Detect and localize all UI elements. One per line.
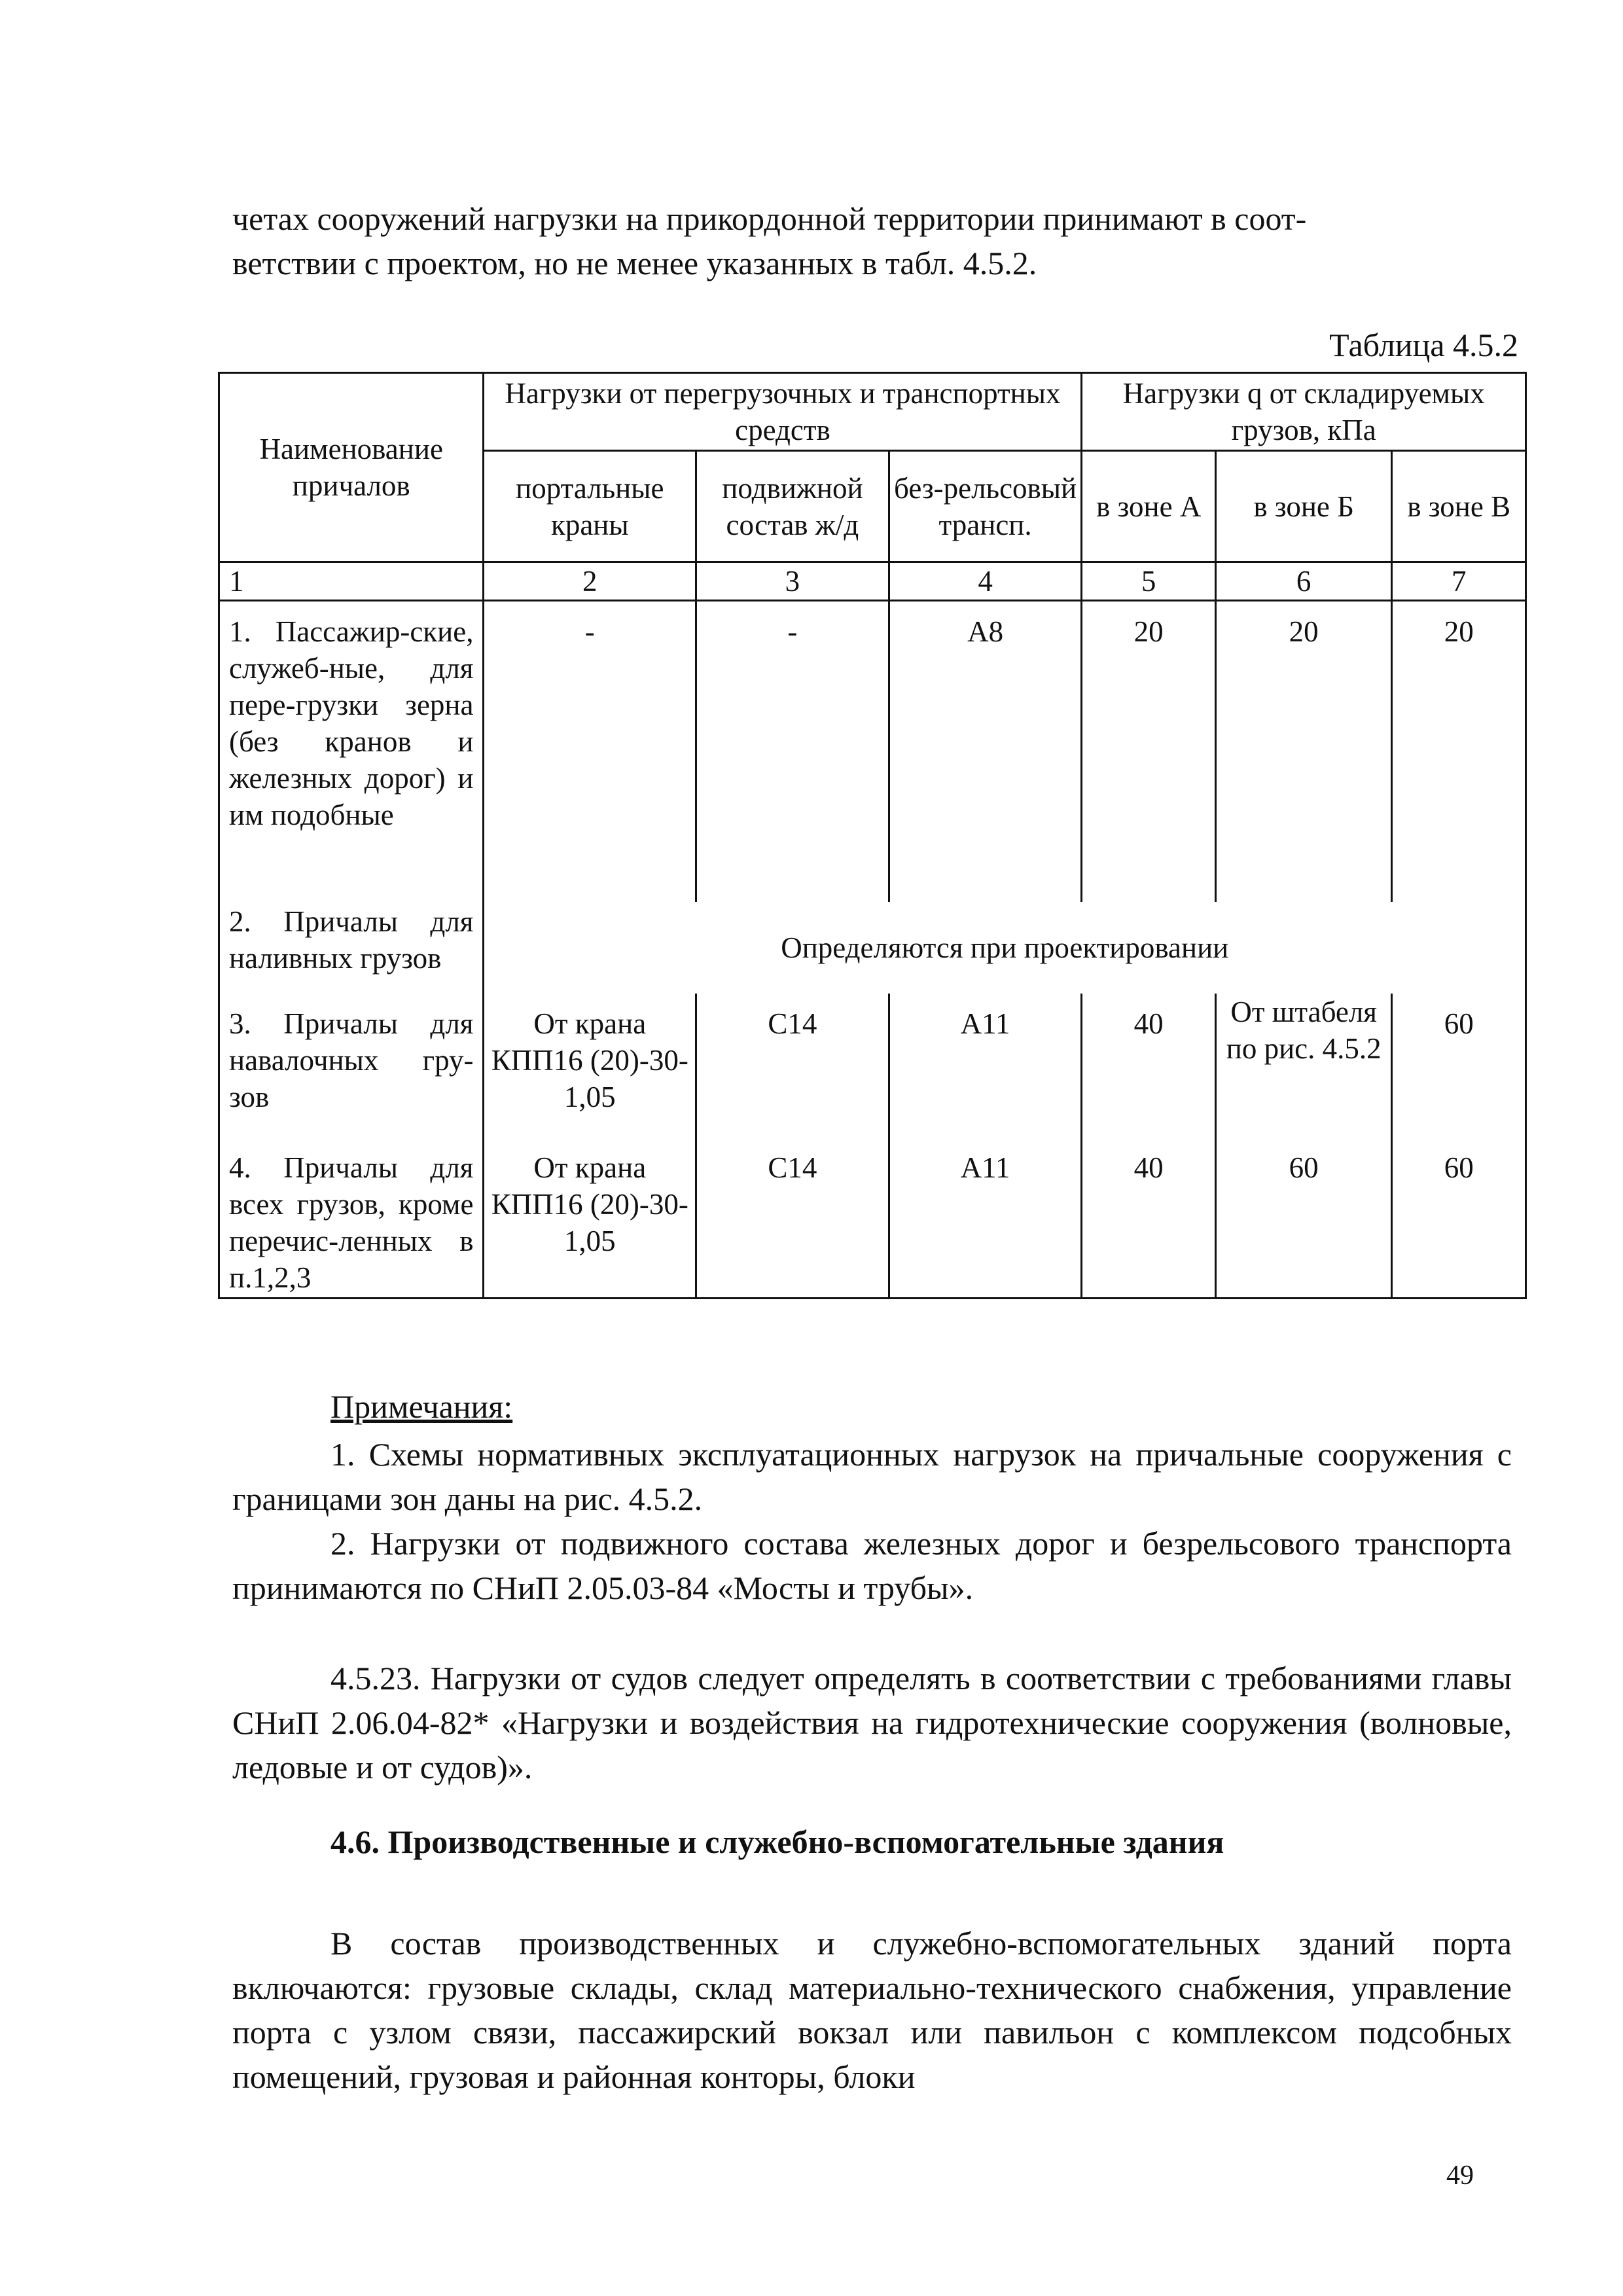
column-numbers-row: [219, 562, 1526, 601]
cell-zone-b: 60: [1215, 1144, 1392, 1299]
header-group-storage: Нагрузки q от складируемых грузов, кПа: [1082, 373, 1526, 451]
table-row: [219, 994, 1526, 1144]
row-name: 2. Причалы для наливных грузов: [219, 902, 484, 994]
table-caption: Таблица 4.5.2: [1329, 327, 1518, 363]
cell-zone-a: 40: [1082, 994, 1216, 1144]
cell-trackless: А11: [889, 994, 1082, 1144]
header-zone-v: в зоне В: [1392, 451, 1526, 562]
header-rolling-stock: подвижной состав ж/д: [696, 451, 889, 562]
column-number: 7: [1392, 562, 1526, 601]
table-row: [219, 1144, 1526, 1299]
cell-portal-cranes: От крана КПП16 (20)-30-1,05: [484, 1144, 696, 1299]
column-number: 6: [1215, 562, 1392, 601]
header-portal-cranes: портальные краны: [484, 451, 696, 562]
note-1: 1. Схемы нормативных эксплуатационных нагрузок на причальные сооружения с границами зон даны на рис. 4.5.2.: [232, 1436, 1512, 1517]
column-number: 5: [1082, 562, 1216, 601]
column-number: 3: [696, 562, 889, 601]
table-row: [219, 902, 1526, 994]
cell-zone-b: 20: [1215, 601, 1392, 902]
cell-rolling-stock: -: [696, 601, 889, 902]
cell-zone-v: 60: [1392, 994, 1526, 1144]
column-number: 4: [889, 562, 1082, 601]
cell-zone-v: 60: [1392, 1144, 1526, 1299]
row-name: 3. Причалы для навалочных гру-зов: [219, 994, 484, 1144]
cell-merged-design: Определяются при проектировании: [484, 902, 1526, 994]
intro-line-2: ветствии с проектом, но не менее указанных в табл. 4.5.2.: [232, 245, 1037, 281]
table-row: [219, 601, 1526, 902]
page-number: 49: [1446, 2161, 1474, 2191]
row-name: 4. Причалы для всех грузов, кроме перечис-ленных в п.1,2,3: [219, 1144, 484, 1299]
cell-zone-v: 20: [1392, 601, 1526, 902]
notes-title: Примечания:: [330, 1388, 513, 1425]
intro-paragraph: [232, 196, 1512, 285]
header-row-1: [219, 373, 1526, 451]
section-paragraph: В состав производственных и служебно-вспомогательных зданий порта включаются: грузовые склады, склад материально-технического снабжения, управление порта с узлом связи, пассажирский вокзал или павильон с комплексом подсобных помещений, грузовая и районная конторы, блоки: [232, 1925, 1512, 2095]
section-heading: 4.6. Производственные и служебно-вспомогательные здания: [330, 1823, 1224, 1860]
cell-rolling-stock: С14: [696, 1144, 889, 1299]
cell-zone-a: 40: [1082, 1144, 1216, 1299]
header-zone-b: в зоне Б: [1215, 451, 1392, 562]
header-name: Наименование причалов: [219, 373, 484, 562]
header-group-transport: Нагрузки от перегрузочных и транспортных средств: [484, 373, 1082, 451]
cell-trackless: А8: [889, 601, 1082, 902]
cell-portal-cranes: -: [484, 601, 696, 902]
column-number: 2: [484, 562, 696, 601]
clause-4-5-23: 4.5.23. Нагрузки от судов следует определять в соответствии с требованиями главы СНиП 2.06.04-82* «Нагрузки и воздействия на гидротехнические сооружения (волновые, ледовые и от судов)».: [232, 1660, 1512, 1785]
row-name: 1. Пассажир-ские, служеб-ные, для пере-грузки зерна (без кранов и железных дорог) и им подобные: [219, 601, 484, 902]
cell-zone-b: От штабеля по рис. 4.5.2: [1215, 994, 1392, 1144]
loads-table: [218, 372, 1527, 1299]
note-2: 2. Нагрузки от подвижного состава железных дорог и безрельсового транспорта принимаются по СНиП 2.05.03-84 «Мосты и трубы».: [232, 1525, 1512, 1606]
cell-portal-cranes: От крана КПП16 (20)-30-1,05: [484, 994, 696, 1144]
column-number: 1: [219, 562, 484, 601]
intro-line-1: четах сооружений нагрузки на прикордонной территории принимают в соот-: [232, 200, 1307, 237]
cell-trackless: А11: [889, 1144, 1082, 1299]
cell-rolling-stock: С14: [696, 994, 889, 1144]
cell-zone-a: 20: [1082, 601, 1216, 902]
header-trackless: без-рельсовый трансп.: [889, 451, 1082, 562]
header-zone-a: в зоне А: [1082, 451, 1216, 562]
